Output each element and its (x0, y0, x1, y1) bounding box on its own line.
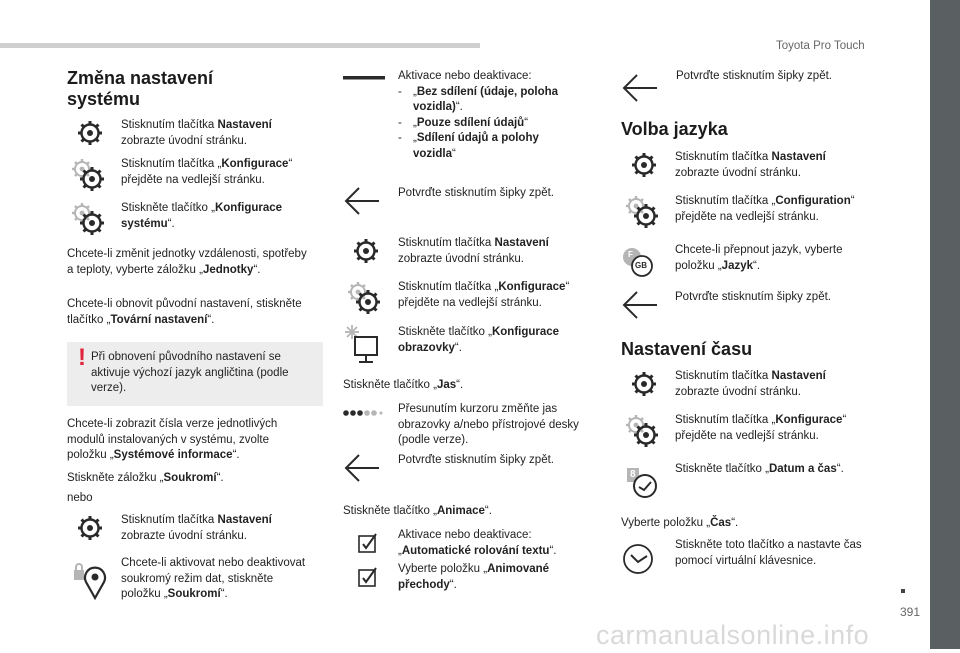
page-dot (901, 589, 905, 593)
back-arrow-icon[interactable] (343, 453, 383, 483)
header-rule (0, 43, 480, 48)
back-arrow-icon[interactable] (343, 186, 383, 216)
page-sidebar (930, 0, 960, 649)
toggle-bar-icon[interactable] (343, 75, 385, 81)
settings-gear-icon[interactable] (629, 369, 659, 399)
configuration-gears-icon[interactable] (67, 201, 107, 237)
language-flag-icon[interactable]: F GB (621, 247, 657, 277)
clock-icon[interactable] (621, 542, 655, 576)
paragraph-factory-reset: Chcete-li obnovit původní nastavení, stiskněte tlačítko „Tovární nastavení“. (67, 298, 302, 326)
paragraph-animation: Stiskněte tlačítko „Animace“. (343, 505, 492, 517)
settings-gear-icon[interactable] (75, 513, 105, 543)
section-title-language: Volba jazyka (621, 119, 728, 139)
paragraph-units: Chcete-li změnit jednotky vzdálenosti, spotřeby a teploty, vyberte záložku „Jednotky“. (67, 248, 307, 276)
back-arrow-icon[interactable] (621, 73, 661, 103)
watermark: carmanualsonline.info (596, 620, 870, 650)
exclamation-icon: ! (78, 344, 86, 371)
date-time-icon[interactable]: 8 (625, 466, 661, 500)
slider-dots-icon[interactable] (343, 408, 383, 418)
settings-gear-icon[interactable] (351, 236, 381, 266)
section-title: Změna nastavení systému (67, 68, 214, 109)
configuration-gears-icon[interactable] (343, 280, 383, 316)
settings-gear-icon[interactable] (629, 150, 659, 180)
page-number: 391 (900, 605, 921, 619)
paragraph-time: Vyberte položku „Čas“. (621, 517, 739, 529)
screen-brightness-icon[interactable] (343, 325, 385, 365)
section-title-time: Nastavení času (621, 339, 753, 359)
back-arrow-icon[interactable] (621, 290, 661, 320)
paragraph-brightness: Stiskněte tlačítko „Jas“. (343, 379, 464, 391)
paragraph-system-info: Chcete-li zobrazit čísla verze jednotlivých modulů instalovaných v systému, zvolte položku „Systémové informace“. (67, 418, 278, 462)
brand-title: Toyota Pro Touch (776, 40, 865, 52)
paragraph-privacy-tab: Stiskněte záložku „Soukromí“. (67, 472, 224, 484)
warning-note: ! Při obnovení původního nastavení se aktivuje výchozí jazyk angličtina (podle verze). (67, 342, 323, 406)
configuration-gears-icon[interactable] (621, 413, 661, 449)
privacy-lock-location-icon[interactable] (67, 556, 107, 600)
settings-gear-icon[interactable] (75, 118, 105, 148)
or-label: nebo (67, 492, 93, 504)
checkbox-icon[interactable] (355, 566, 379, 590)
section-system-settings (67, 68, 213, 110)
configuration-gears-icon[interactable] (67, 157, 107, 193)
configuration-gears-icon[interactable] (621, 194, 661, 230)
checkbox-icon[interactable] (355, 532, 379, 556)
